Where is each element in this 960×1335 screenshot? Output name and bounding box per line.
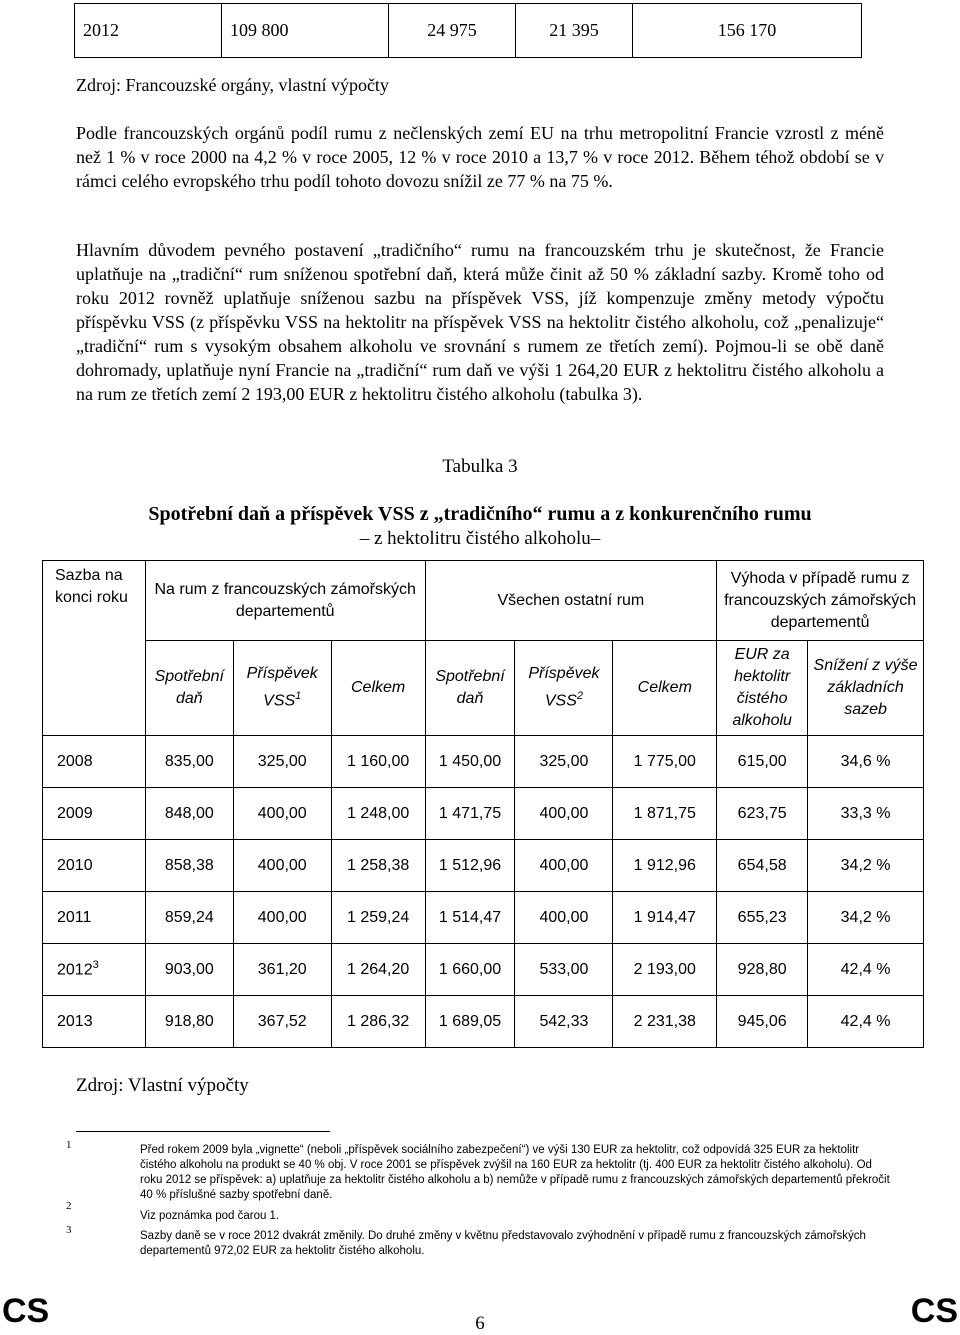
- top-cell-4: 156 170: [633, 4, 862, 58]
- footnote-2-number: 2: [66, 1200, 72, 1212]
- tax-table: [42, 560, 924, 1048]
- row-cell: 325,00: [515, 736, 613, 788]
- row-cell: 400,00: [515, 840, 613, 892]
- subheader-total-1: Celkem: [331, 641, 425, 736]
- row-cell: 1 259,24: [331, 892, 425, 944]
- row-cell: 835,00: [145, 736, 233, 788]
- row-cell: 654,58: [717, 840, 808, 892]
- footnote-1-text: Před rokem 2009 byla „vignette“ (neboli „příspěvek sociálního zabezpečení“) ve výši 130 EUR za hektolitr, což odpovídá 325 EUR za hektolitr čistého alkoholu na produkt se 40 % obj. V roce 2001 se příspěvek zvýšil na 160 EUR za hektolitr (tj. 400 EUR za hektolitr čistého alkoholu). Od roku 2012 se příspěvek: a) uplatňuje za hektolitr čistého alkoholu a b) nemůže v případě rumu z francouzských zámořských departementů překročit 40 % příslušné sazby spotřební daně.: [140, 1144, 890, 1201]
- footnote-1-number: 1: [66, 1139, 72, 1151]
- row-cell: 1 160,00: [331, 736, 425, 788]
- row-cell: 33,3 %: [808, 788, 924, 840]
- table-row: [43, 892, 924, 944]
- subheader-vss-1: Příspěvek VSS$^1$: [233, 641, 331, 736]
- row-cell: 2 193,00: [613, 944, 717, 996]
- row-cell: 542,33: [515, 996, 613, 1048]
- table-label: Tabulka 3: [442, 456, 518, 477]
- table-row: [43, 736, 924, 788]
- table-row: [43, 840, 924, 892]
- row-cell: 325,00: [233, 736, 331, 788]
- header-group-overseas: Na rum z francouzských zámořských departementů: [145, 561, 425, 641]
- top-cell-3: 21 395: [516, 4, 633, 58]
- row-year: 2012$^3$: [43, 944, 146, 996]
- row-cell: 42,4 %: [808, 944, 924, 996]
- footnote-3-text: Sazby daně se v roce 2012 dvakrát změnily. Do druhé změny v květnu představovalo zvýhodnění v případě rumu z francouzských zámořských departementů 972,02 EUR za hektolitr čistého alkoholu.: [140, 1230, 866, 1257]
- page-number: 6: [475, 1313, 485, 1334]
- row-cell: 918,80: [145, 996, 233, 1048]
- row-cell: 34,6 %: [808, 736, 924, 788]
- row-cell: 903,00: [145, 944, 233, 996]
- row-cell: 400,00: [233, 892, 331, 944]
- row-cell: 400,00: [233, 788, 331, 840]
- top-cell-2: 24 975: [389, 4, 516, 58]
- row-cell: 1 775,00: [613, 736, 717, 788]
- footnote-divider: [76, 1131, 330, 1132]
- row-cell: 1 660,00: [425, 944, 515, 996]
- table-heading: Spotřební daň a příspěvek VSS z „tradičního“ rumu a z konkurenčního rumu: [148, 503, 812, 525]
- row-year: 2011: [43, 892, 146, 944]
- source-note-2: Zdroj: Vlastní výpočty: [76, 1075, 249, 1096]
- row-cell: 1 471,75: [425, 788, 515, 840]
- footer-language-right: CS: [910, 1292, 958, 1330]
- table-row: [43, 996, 924, 1048]
- row-cell: 361,20: [233, 944, 331, 996]
- row-cell: 655,23: [717, 892, 808, 944]
- row-year: 2009: [43, 788, 146, 840]
- table-row: [43, 788, 924, 840]
- row-cell: 928,80: [717, 944, 808, 996]
- subheader-eur: EUR za hektolitr čistého alkoholu: [717, 641, 808, 736]
- row-cell: 367,52: [233, 996, 331, 1048]
- row-cell: 615,00: [717, 736, 808, 788]
- row-cell: 400,00: [233, 840, 331, 892]
- row-cell: 400,00: [515, 788, 613, 840]
- row-cell: 42,4 %: [808, 996, 924, 1048]
- top-cell-year: 2012: [75, 4, 222, 58]
- subheader-excise-1: Spotřební daň: [145, 641, 233, 736]
- row-cell: 34,2 %: [808, 892, 924, 944]
- footer-language-left: CS: [2, 1292, 50, 1330]
- row-cell: 1 450,00: [425, 736, 515, 788]
- row-cell: 1 871,75: [613, 788, 717, 840]
- row-cell: 1 286,32: [331, 996, 425, 1048]
- subheader-excise-2: Spotřební daň: [425, 641, 515, 736]
- subheader-reduction: Snížení z výše základních sazeb: [808, 641, 924, 736]
- row-cell: 945,06: [717, 996, 808, 1048]
- header-group-other: Všechen ostatní rum: [425, 561, 717, 641]
- row-cell: 1 914,47: [613, 892, 717, 944]
- row-cell: 1 514,47: [425, 892, 515, 944]
- row-year: 2010: [43, 840, 146, 892]
- row-cell: 859,24: [145, 892, 233, 944]
- row-cell: 1 258,38: [331, 840, 425, 892]
- table-subheading: – z hektolitru čistého alkoholu–: [359, 528, 601, 549]
- row-cell: 400,00: [515, 892, 613, 944]
- row-cell: 34,2 %: [808, 840, 924, 892]
- row-year-note: 3: [92, 959, 99, 972]
- subheader-total-2: Celkem: [613, 641, 717, 736]
- row-cell: 1 248,00: [331, 788, 425, 840]
- row-cell: 2 231,38: [613, 996, 717, 1048]
- row-cell: 1 512,96: [425, 840, 515, 892]
- row-cell: 1 912,96: [613, 840, 717, 892]
- row-cell: 858,38: [145, 840, 233, 892]
- row-cell: 623,75: [717, 788, 808, 840]
- subheader-vss-2: Příspěvek VSS$^2$: [515, 641, 613, 736]
- row-year: 2008: [43, 736, 146, 788]
- header-group-advantage: Výhoda v případě rumu z francouzských zámořských departementů: [717, 561, 924, 641]
- paragraph-1: Podle francouzských orgánů podíl rumu z nečlenských zemí EU na trhu metropolitní Francie vzrostl z méně než 1 % v roce 2000 na 4,2 % v roce 2005, 12 % v roce 2010 a 13,7 % v roce 2012. Během téhož období se v rámci celého evropského trhu podíl tohoto dovozu snížil ze 77 % na 75 %.: [76, 123, 884, 191]
- footnote-3-number: 3: [66, 1224, 72, 1236]
- row-year: 2013: [43, 996, 146, 1048]
- top-cell-1: 109 800: [222, 4, 389, 58]
- source-note-1: Zdroj: Francouzské orgány, vlastní výpočty: [76, 75, 389, 95]
- table-row: [43, 944, 924, 996]
- row-cell: 1 689,05: [425, 996, 515, 1048]
- row-cell: 848,00: [145, 788, 233, 840]
- footnote-2-text: Viz poznámka pod čarou 1.: [140, 1210, 280, 1222]
- header-rate: Sazba na konci roku: [43, 561, 146, 736]
- row-cell: 1 264,20: [331, 944, 425, 996]
- top-table-row: [74, 3, 862, 58]
- row-cell: 533,00: [515, 944, 613, 996]
- paragraph-2: Hlavním důvodem pevného postavení „tradičního“ rumu na francouzském trhu je skutečnost, že Francie uplatňuje na „tradiční“ rum sníženou spotřební daň, která může činit až 50 % základní sazby. Kromě toho od roku 2012 rovněž uplatňuje sníženou sazbu na příspěvek VSS, jíž kompenzuje změny metody výpočtu příspěvku VSS (z příspěvku VSS na hektolitr na příspěvek VSS na hektolitr čistého alkoholu, což „penalizuje“ „tradiční“ rum s vysokým obsahem alkoholu ve srovnání s rumem ze třetích zemí). Pojmou-li se obě daně dohromady, uplatňuje nyní Francie na „tradiční“ rum daň ve výši 1 264,20 EUR z hektolitru čistého alkoholu a na rum ze třetích zemí 2 193,00 EUR z hektolitru čistého alkoholu (tabulka 3).: [76, 240, 884, 404]
